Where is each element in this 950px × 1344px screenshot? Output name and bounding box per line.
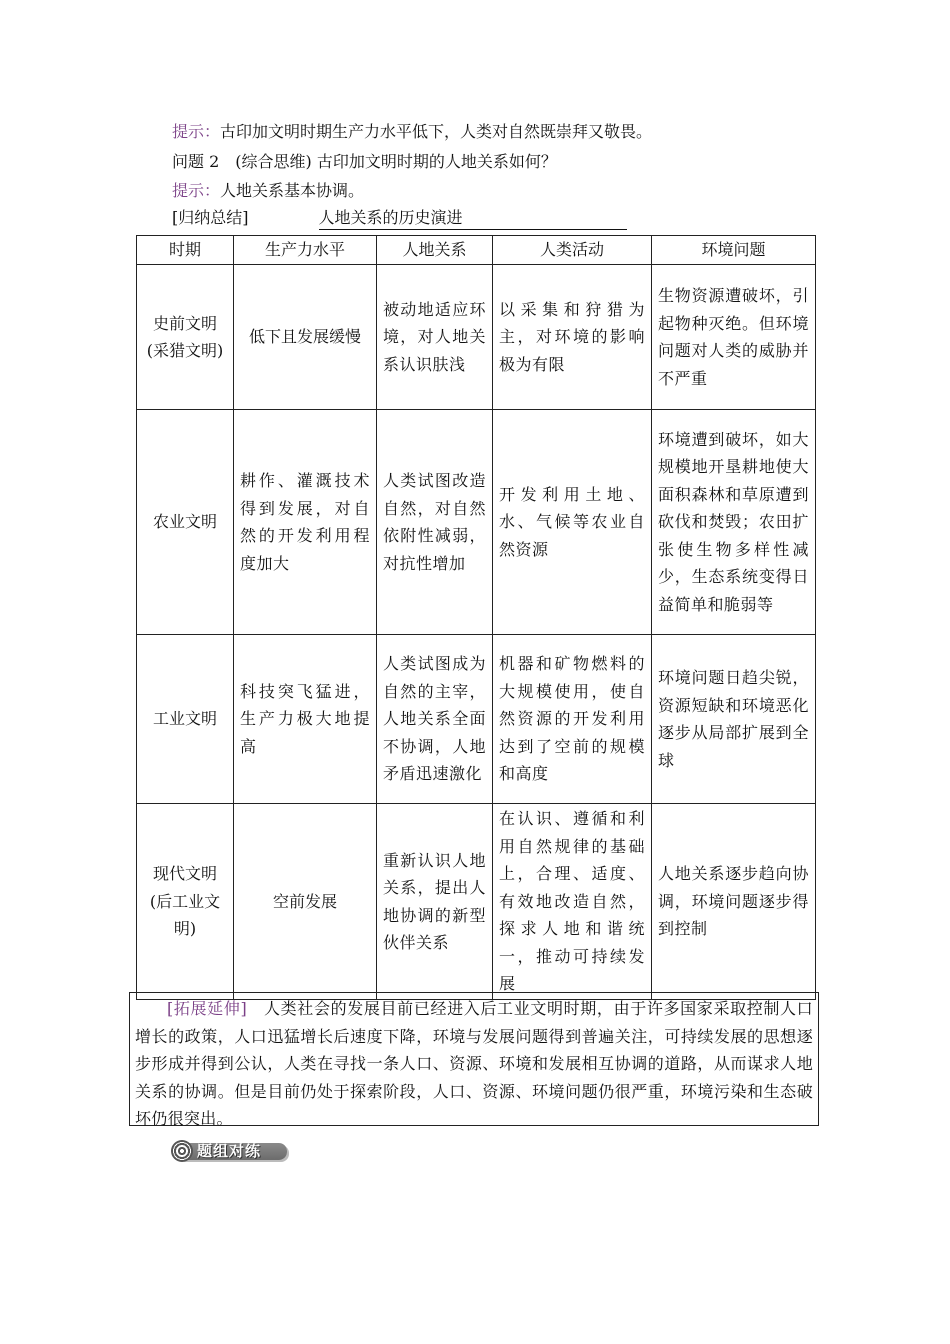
- header-cell: 人地关系: [377, 236, 493, 265]
- period-cell: 现代文明 (后工业文明): [137, 804, 234, 1000]
- hint-line-2: [172, 180, 364, 202]
- problem-cell: 人地关系逐步趋向协调，环境问题逐步得到控制: [652, 804, 816, 1000]
- hint-text: 古印加文明时期生产力水平低下，人类对自然既崇拜又敬畏。: [220, 122, 653, 141]
- relation-cell: 被动地适应环境，对人地关系认识肤浅: [377, 265, 493, 410]
- header-cell: 生产力水平: [234, 236, 377, 265]
- target-icon: [171, 1140, 193, 1162]
- header-cell: 时期: [137, 236, 234, 265]
- hint-text: 人地关系基本协调。: [220, 181, 365, 200]
- table-row: [137, 635, 816, 804]
- relation-cell: 人类试图改造自然，对自然依附性减弱，对抗性增加: [377, 410, 493, 635]
- productivity-cell: 空前发展: [234, 804, 377, 1000]
- problem-cell: 环境遭到破坏，如大规模地开垦耕地使大面积森林和草原遭到砍伐和焚毁；农田扩张使生物多样性减少，生态系统变得日益简单和脆弱等: [652, 410, 816, 635]
- summary-heading: [172, 207, 627, 230]
- extension-text: 人类社会的发展目前已经进入后工业文明时期，由于许多国家采取控制人口增长的政策，人口迅猛增长后速度下降，环境与发展问题得到普遍关注，可持续发展的思想逐步形成并得到公认，人类在寻找一条人口、资源、环境和发展相互协调的道路，从而谋求人地关系的协调。但是目前仍处于探索阶段，人口、资源、环境问题仍很严重，环境污染和生态破坏仍很突出。: [135, 999, 813, 1128]
- period-cell: 工业文明: [137, 635, 234, 804]
- table-row: [137, 265, 816, 410]
- activity-cell: 在认识、遵循和利用自然规律的基础上，合理、适度、有效地改造自然，探求人地和谐统一，推动可持续发展: [493, 804, 652, 1000]
- hint-label: 提示：: [172, 122, 221, 141]
- question-2: 问题 2 (综合思维) 古印加文明时期的人地关系如何？: [172, 152, 557, 171]
- period-cell: 史前文明 (采猎文明): [137, 265, 234, 410]
- summary-tag: [归纳总结]: [172, 208, 249, 227]
- table-header-row: [137, 236, 816, 265]
- evolution-table: [136, 235, 816, 1000]
- relation-cell: 人类试图成为自然的主宰，人地关系全面不协调，人地矛盾迅速激化: [377, 635, 493, 804]
- relation-cell: 重新认识人地关系，提出人地协调的新型伙伴关系: [377, 804, 493, 1000]
- table-row: [137, 410, 816, 635]
- activity-cell: 机器和矿物燃料的大规模使用，使自然资源的开发利用达到了空前的规模和高度: [493, 635, 652, 804]
- productivity-cell: 低下且发展缓慢: [234, 265, 377, 410]
- table-row: [137, 804, 816, 1000]
- hint-label: 提示：: [172, 181, 221, 200]
- problem-cell: 生物资源遭破坏，引起物种灭绝。但环境问题对人类的威胁并不严重: [652, 265, 816, 410]
- problem-cell: 环境问题日趋尖锐，资源短缺和环境恶化逐步从局部扩展到全球: [652, 635, 816, 804]
- hint-line-1: [172, 121, 652, 143]
- period-cell: 农业文明: [137, 410, 234, 635]
- productivity-cell: 耕作、灌溉技术得到发展，对自然的开发利用程度加大: [234, 410, 377, 635]
- section-badge: [171, 1140, 289, 1164]
- badge-label: 题组对练: [197, 1142, 262, 1160]
- extension-box: [129, 992, 819, 1126]
- header-cell: 人类活动: [493, 236, 652, 265]
- extension-tag: [拓展延伸]: [167, 999, 248, 1018]
- header-cell: 环境问题: [652, 236, 816, 265]
- activity-cell: 开发利用土地、水、气候等农业自然资源: [493, 410, 652, 635]
- activity-cell: 以采集和狩猎为主，对环境的影响极为有限: [493, 265, 652, 410]
- productivity-cell: 科技突飞猛进，生产力极大地提高: [234, 635, 377, 804]
- summary-title: 人地关系的历史演进: [319, 207, 627, 230]
